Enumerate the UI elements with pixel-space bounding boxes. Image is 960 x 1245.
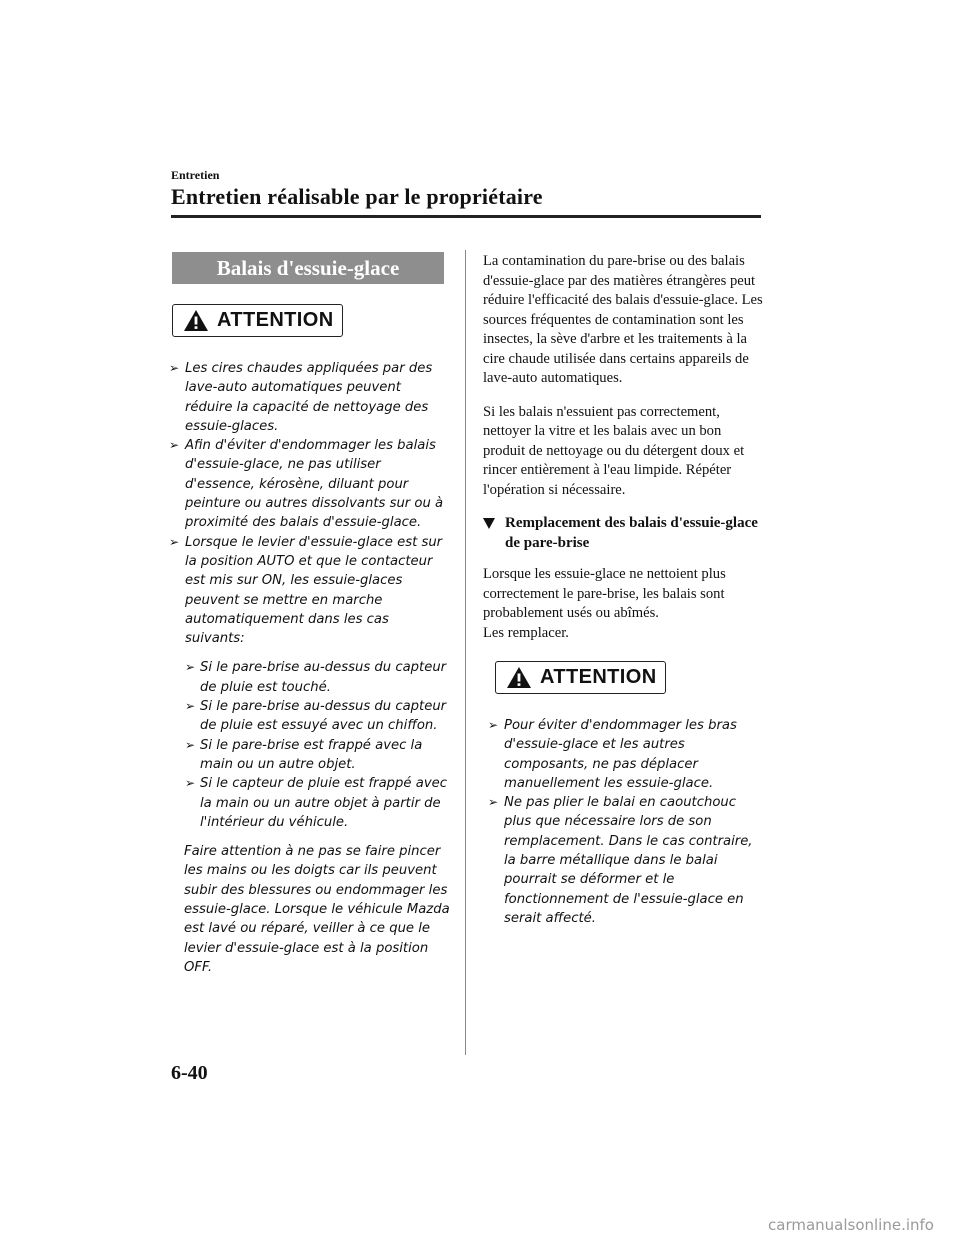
title-rule <box>171 215 761 218</box>
attention-wrapper <box>495 661 763 694</box>
attention-box <box>495 661 666 694</box>
page-title: Entretien réalisable par le propriétaire <box>171 184 543 209</box>
list-item: ➢ Les cires chaudes appliquées par des lave-auto automatiques peuvent réduire la capacité de nettoyage des essuie-glaces. <box>168 359 450 436</box>
body-paragraph: La contamination du pare-brise ou des balais d'essuie-glace par des matières étrangères peut réduire l'efficacité des balais d'essuie-glace. Les sources fréquentes de contamination sont les insectes, la sève d'arbre et les traitements à la cire chaude utilisée dans certains appareils de lave-auto automatiques. <box>483 253 763 386</box>
section-label: Entretien <box>171 168 220 182</box>
attention-label: ATTENTION <box>217 309 334 331</box>
list-item: ➢ Afin d'éviter d'endommager les balais d'essuie-glace, ne pas utiliser d'essence, kérosène, diluant pour peinture ou autres dissolvants sur ou à proximité des balais d'essuie-glace. <box>168 436 450 532</box>
warning-triangle-icon <box>506 666 532 689</box>
column-divider <box>465 250 466 1055</box>
attention-label: ATTENTION <box>540 666 657 688</box>
sub-list <box>185 658 450 832</box>
right-column <box>483 252 763 928</box>
section-heading: Balais d'essuie-glace <box>172 252 444 284</box>
attention-list <box>487 716 763 928</box>
attention-wrapper <box>172 304 450 337</box>
watermark: carmanualsonline.info <box>768 1216 934 1234</box>
page-number: 6-40 <box>171 1062 208 1084</box>
list-item: ➢ Ne pas plier le balai en caoutchouc plus que nécessaire lors de son remplacement. Dans le cas contraire, la barre métallique dans le balai pourrait se déformer et le fonctionnement de l'essuie-glace en serait affecté. <box>487 793 763 928</box>
list-item: ➢ Pour éviter d'endommager les bras d'essuie-glace et les autres composants, ne pas déplacer manuellement les essuie-glace. <box>487 716 763 793</box>
sub-list-item: ➢ Si le capteur de pluie est frappé avec la main ou un autre objet à partir de l'intérieur du véhicule. <box>185 774 450 832</box>
attention-note: Faire attention à ne pas se faire pincer les mains ou les doigts car ils peuvent subir des blessures ou endommager les essuie-glace. Lorsque le véhicule Mazda est lavé ou réparé, veiller à ce que le levier d'essuie-glace est à la position OFF. <box>184 844 450 975</box>
subsection-heading-text: Remplacement des balais d'essuie-glace de pare-brise <box>505 515 758 551</box>
body-paragraph: Lorsque les essuie-glace ne nettoient plus correctement le pare-brise, les balais sont probablement usés ou abîmés. <box>483 566 726 621</box>
attention-box <box>172 304 343 337</box>
left-column <box>168 252 450 977</box>
body-paragraph: Si les balais n'essuient pas correctement, nettoyer la vitre et les balais avec un bon produit de nettoyage ou du détergent doux et rincer entièrement à l'eau limpide. Répéter l'opération si nécessaire. <box>483 403 745 498</box>
sub-list-item: ➢ Si le pare-brise au-dessus du capteur de pluie est touché. <box>185 658 450 697</box>
subsection-heading <box>483 514 763 553</box>
list-item <box>168 533 450 832</box>
attention-list <box>168 359 450 832</box>
down-triangle-icon <box>483 518 495 529</box>
warning-triangle-icon <box>183 309 209 332</box>
sub-list-item: ➢ Si le pare-brise au-dessus du capteur de pluie est essuyé avec un chiffon. <box>185 697 450 736</box>
body-paragraph: Les remplacer. <box>483 624 569 641</box>
sub-list-item: ➢ Si le pare-brise est frappé avec la main ou un autre objet. <box>185 736 450 775</box>
list-item-text: Lorsque le levier d'essuie-glace est sur la position AUTO et que le contacteur est mis sur ON, les essuie-glaces peuvent se mettre en marche automatiquement dans les cas suivants: <box>185 534 443 647</box>
